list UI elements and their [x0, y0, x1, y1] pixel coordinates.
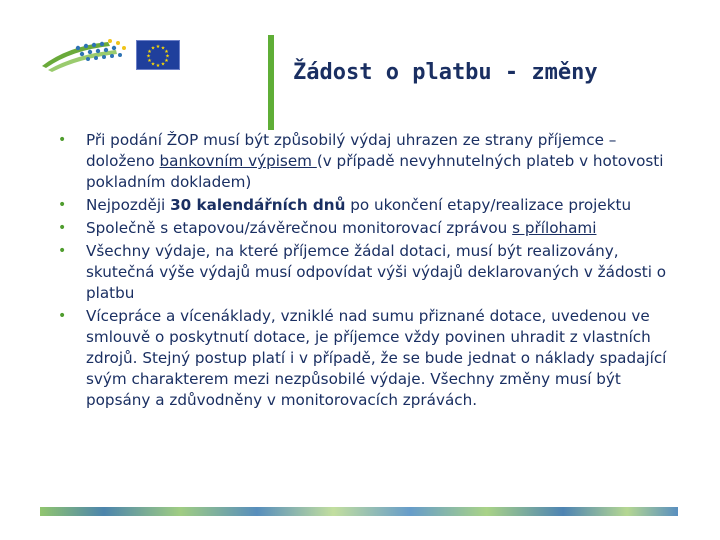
svg-text:★: ★ — [150, 45, 156, 52]
bullet-text: Nejpozději — [86, 196, 171, 214]
bullet-text: Společně s etapovou/závěrečnou monitorovací zprávou — [86, 219, 513, 237]
bullet-text: (v případě nevyhnutelných plateb v hotovosti pokladním dokladem) — [86, 152, 664, 191]
op-program-logo — [38, 36, 130, 72]
svg-text:★: ★ — [150, 61, 156, 68]
svg-text:★: ★ — [164, 58, 169, 64]
svg-text:★: ★ — [155, 63, 161, 69]
bullet-text: Vícepráce a vícenáklady, vzniklé nad sumu přiznané dotace, uvedenou ve smlouvě o poskytnutí dotace, je příjemce vždy povinen uhradit z vlastních zdrojů. Stejný postup platí i v případě, že se bude jednat o náklady spadající svým charakterem mezi nezpůsobilé výdaje. Všechny změny musí být popsány a zdůvodněny v monitorovacích zprávách. — [86, 307, 667, 409]
bullet-icon: • — [58, 197, 67, 213]
svg-text:★: ★ — [160, 61, 166, 68]
bullet-icon: • — [58, 220, 67, 236]
bullet-item — [58, 241, 668, 304]
bullet-text: Při podání ŽOP musí být způsobilý výdaj uhrazen ze strany příjemce – doloženo — [86, 131, 617, 170]
title-divider — [268, 35, 274, 130]
bullet-underlined-text: bankovním výpisem — [159, 152, 317, 170]
bullet-text: Všechny výdaje, na které příjemce žádal dotaci, musí být realizovány, skutečná výše výdajů musí odpovídat výši výdajů deklarovaných v žádosti o platbu — [86, 242, 667, 302]
svg-text:★: ★ — [160, 45, 166, 52]
svg-text:★: ★ — [146, 53, 151, 60]
svg-text:★: ★ — [147, 49, 152, 55]
eu-flag-icon — [136, 40, 180, 70]
bullet-underlined-text: s přílohami — [512, 219, 597, 237]
svg-text:★: ★ — [155, 44, 161, 50]
bullet-icon: • — [58, 308, 67, 324]
bullet-item — [58, 130, 668, 193]
footer-decorative-bar — [40, 507, 678, 516]
bullet-text: po ukončení etapy/realizace projektu — [345, 196, 632, 214]
svg-text:★: ★ — [147, 58, 152, 64]
header-logos — [38, 36, 188, 76]
svg-text:★: ★ — [165, 53, 170, 60]
bullet-icon: • — [58, 132, 67, 148]
bullet-list — [58, 130, 668, 413]
slide-title: Žádost o platbu - změny — [293, 60, 598, 85]
bullet-item — [58, 195, 668, 216]
bullet-item — [58, 306, 668, 411]
svg-text:★: ★ — [164, 49, 169, 55]
bullet-icon: • — [58, 243, 67, 259]
bullet-item — [58, 218, 668, 239]
bullet-bold-text: 30 kalendářních dnů — [170, 196, 346, 214]
